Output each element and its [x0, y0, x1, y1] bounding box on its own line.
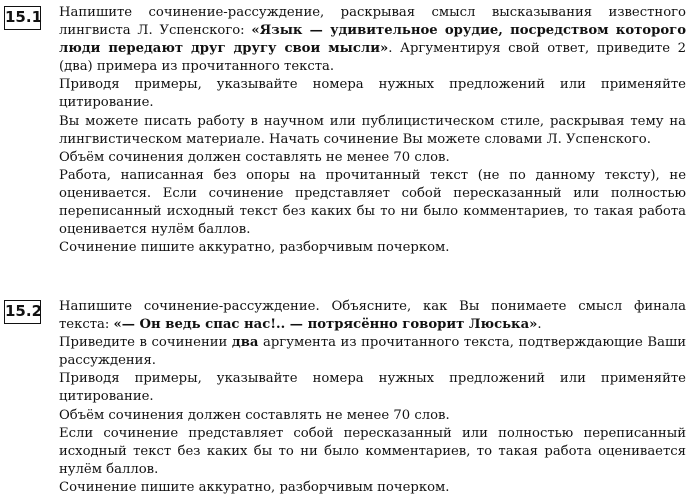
- intro-text-end: . Аргументируя свой ответ, приведите 2 (два) примера из прочитанного текста.: [59, 41, 686, 75]
- instruction-paragraph: Если сочинение представляет собой пересказанный или полностью переписанный исходный текст без каких бы то ни было комментариев, то такая работа оценивается нулём баллов.: [59, 425, 686, 477]
- instruction-paragraph: Сочинение пишите аккуратно, разборчивым почерком.: [59, 240, 450, 256]
- intro-text: Напишите сочинение-рассуждение. Объясните, как Вы понимаете смысл финала текста:: [59, 299, 686, 333]
- instruction-text: Приведите в сочинении: [59, 335, 232, 351]
- instruction-paragraph: Объём сочинения должен составлять не менее 70 слов.: [59, 149, 450, 165]
- emphasis-text: два: [231, 335, 259, 351]
- instruction-paragraph: Работа, написанная без опоры на прочитанный текст (не по данному тексту), не оценивается. Если сочинение представляет собой пересказанный или полностью переписанный исходный текст без каких бы то ни было комментариев, то такая работа оценивается нулём баллов.: [59, 167, 686, 238]
- task-number-badge: 15.2: [4, 300, 41, 324]
- task-text: [59, 298, 686, 497]
- instruction-paragraph: Сочинение пишите аккуратно, разборчивым почерком.: [59, 479, 450, 495]
- intro-text: Напишите сочинение-рассуждение, раскрывая смысл высказывания известного лингвиста Л. Успенского:: [59, 5, 686, 39]
- instruction-text-end: аргумента из прочитанного текста, подтверждающие Ваши рассуждения.: [59, 335, 686, 369]
- instruction-paragraph: Вы можете писать работу в научном или публицистическом стиле, раскрывая тему на лингвистическом материале. Начать сочинение Вы можете словами Л. Успенского.: [59, 113, 686, 147]
- quote-text: «Язык — удивительное орудие, посредством которого люди передают друг другу свои мысли»: [59, 23, 686, 57]
- task-intro-paragraph: [59, 4, 686, 76]
- task-intro-paragraph: [59, 298, 686, 334]
- instruction-paragraph: Приводя примеры, указывайте номера нужных предложений или применяйте цитирование.: [59, 77, 686, 111]
- quote-text: «— Он ведь спас нас!.. — потрясённо говорит Люська»: [113, 317, 538, 333]
- task-text: [59, 4, 686, 257]
- instruction-paragraph: Приводя примеры, указывайте номера нужных предложений или применяйте цитирование.: [59, 371, 686, 405]
- instruction-paragraph: [59, 334, 686, 370]
- task-number-badge: 15.1: [4, 6, 41, 30]
- intro-text-end: .: [537, 317, 542, 333]
- instruction-paragraph: Объём сочинения должен составлять не менее 70 слов.: [59, 407, 450, 423]
